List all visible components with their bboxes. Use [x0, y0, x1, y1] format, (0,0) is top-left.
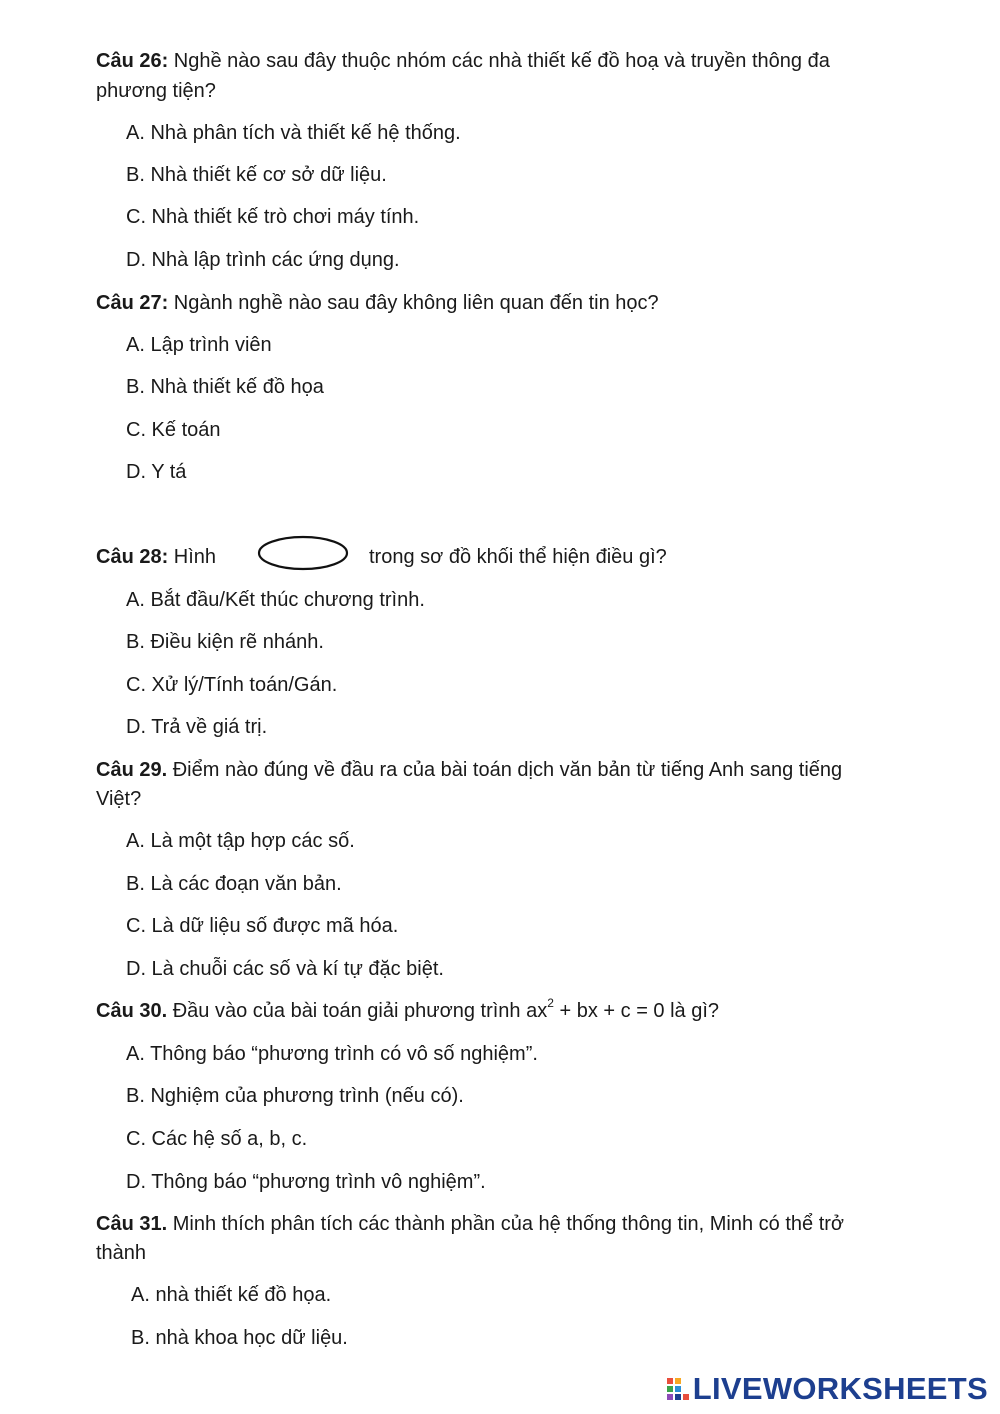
- question-31-option-b[interactable]: B. nhà khoa học dữ liệu.: [131, 1327, 348, 1349]
- liveworksheets-logo-icon: [666, 1377, 690, 1401]
- question-26-label: Câu 26:: [96, 50, 169, 72]
- question-26-option-c[interactable]: C. Nhà thiết kế trò chơi máy tính.: [126, 206, 420, 228]
- question-27-option-c[interactable]: C. Kế toán: [126, 419, 221, 441]
- question-31-line1: [96, 1209, 844, 1239]
- question-31-text: Minh thích phân tích các thành phần của hệ thống thông tin, Minh có thể trở: [167, 1213, 845, 1235]
- question-28-label: Câu 28:: [96, 546, 169, 568]
- question-30-option-d[interactable]: D. Thông báo “phương trình vô nghiệm”.: [126, 1171, 486, 1193]
- question-27-option-b[interactable]: B. Nhà thiết kế đồ họa: [126, 376, 324, 398]
- question-27-option-d[interactable]: D. Y tá: [126, 461, 187, 483]
- question-31-option-a[interactable]: A. nhà thiết kế đồ họa.: [131, 1284, 332, 1306]
- question-29-text: Điểm nào đúng về đầu ra của bài toán dịch văn bản từ tiếng Anh sang tiếng: [167, 759, 843, 781]
- question-30-option-a[interactable]: A. Thông báo “phương trình có vô số nghiệm”.: [126, 1043, 538, 1065]
- question-29-label: Câu 29.: [96, 759, 168, 781]
- question-27-label: Câu 27:: [96, 292, 169, 314]
- question-28-text-before: Hình: [168, 546, 217, 568]
- question-26-option-b[interactable]: B. Nhà thiết kế cơ sở dữ liệu.: [126, 164, 387, 186]
- question-30-option-b[interactable]: B. Nghiệm của phương trình (nếu có).: [126, 1085, 464, 1107]
- question-29-line1: [96, 755, 842, 785]
- question-28-option-a[interactable]: A. Bắt đầu/Kết thúc chương trình.: [126, 589, 425, 611]
- question-26-line1: [96, 46, 830, 76]
- question-29-option-b[interactable]: B. Là các đoạn văn bản.: [126, 873, 342, 895]
- question-29-option-d[interactable]: D. Là chuỗi các số và kí tự đặc biệt.: [126, 958, 444, 980]
- question-26-option-a[interactable]: A. Nhà phân tích và thiết kế hệ thống.: [126, 122, 461, 144]
- question-29-line2: Việt?: [96, 788, 142, 810]
- flowchart-ellipse-shape: [257, 535, 349, 571]
- liveworksheets-wordmark: LIVEWORKSHEETS: [692, 1371, 988, 1406]
- question-28-option-c[interactable]: C. Xử lý/Tính toán/Gán.: [126, 674, 338, 696]
- question-31-line2: thành: [96, 1242, 147, 1264]
- question-30-text-b: + bx + c = 0 là gì?: [553, 1000, 720, 1022]
- question-28-text-after: trong sơ đồ khối thể hiện điều gì?: [369, 546, 667, 568]
- question-30-line1: [96, 996, 719, 1026]
- question-29-option-a[interactable]: A. Là một tập hợp các số.: [126, 830, 355, 852]
- question-26-option-d[interactable]: D. Nhà lập trình các ứng dụng.: [126, 249, 400, 271]
- question-28-option-b[interactable]: B. Điều kiện rẽ nhánh.: [126, 631, 324, 653]
- question-30-option-c[interactable]: C. Các hệ số a, b, c.: [126, 1128, 308, 1150]
- question-28-line1-start: [96, 542, 216, 572]
- question-31-label: Câu 31.: [96, 1213, 168, 1235]
- question-30-text-a: Đầu vào của bài toán giải phương trình ax: [167, 1000, 548, 1022]
- question-27-option-a[interactable]: A. Lập trình viên: [126, 334, 272, 356]
- liveworksheets-brand: [666, 1371, 988, 1407]
- question-26-line2: phương tiện?: [96, 80, 216, 102]
- question-27-text: Ngành nghề nào sau đây không liên quan đến tin học?: [168, 292, 659, 314]
- question-30-exponent: 2: [547, 996, 554, 1011]
- question-26-text: Nghề nào sau đây thuộc nhóm các nhà thiết kế đồ hoạ và truyền thông đa: [168, 50, 830, 72]
- question-28-option-d[interactable]: D. Trả về giá trị.: [126, 716, 268, 738]
- question-29-option-c[interactable]: C. Là dữ liệu số được mã hóa.: [126, 915, 399, 937]
- question-27-line1: [96, 288, 659, 318]
- question-30-label: Câu 30.: [96, 1000, 168, 1022]
